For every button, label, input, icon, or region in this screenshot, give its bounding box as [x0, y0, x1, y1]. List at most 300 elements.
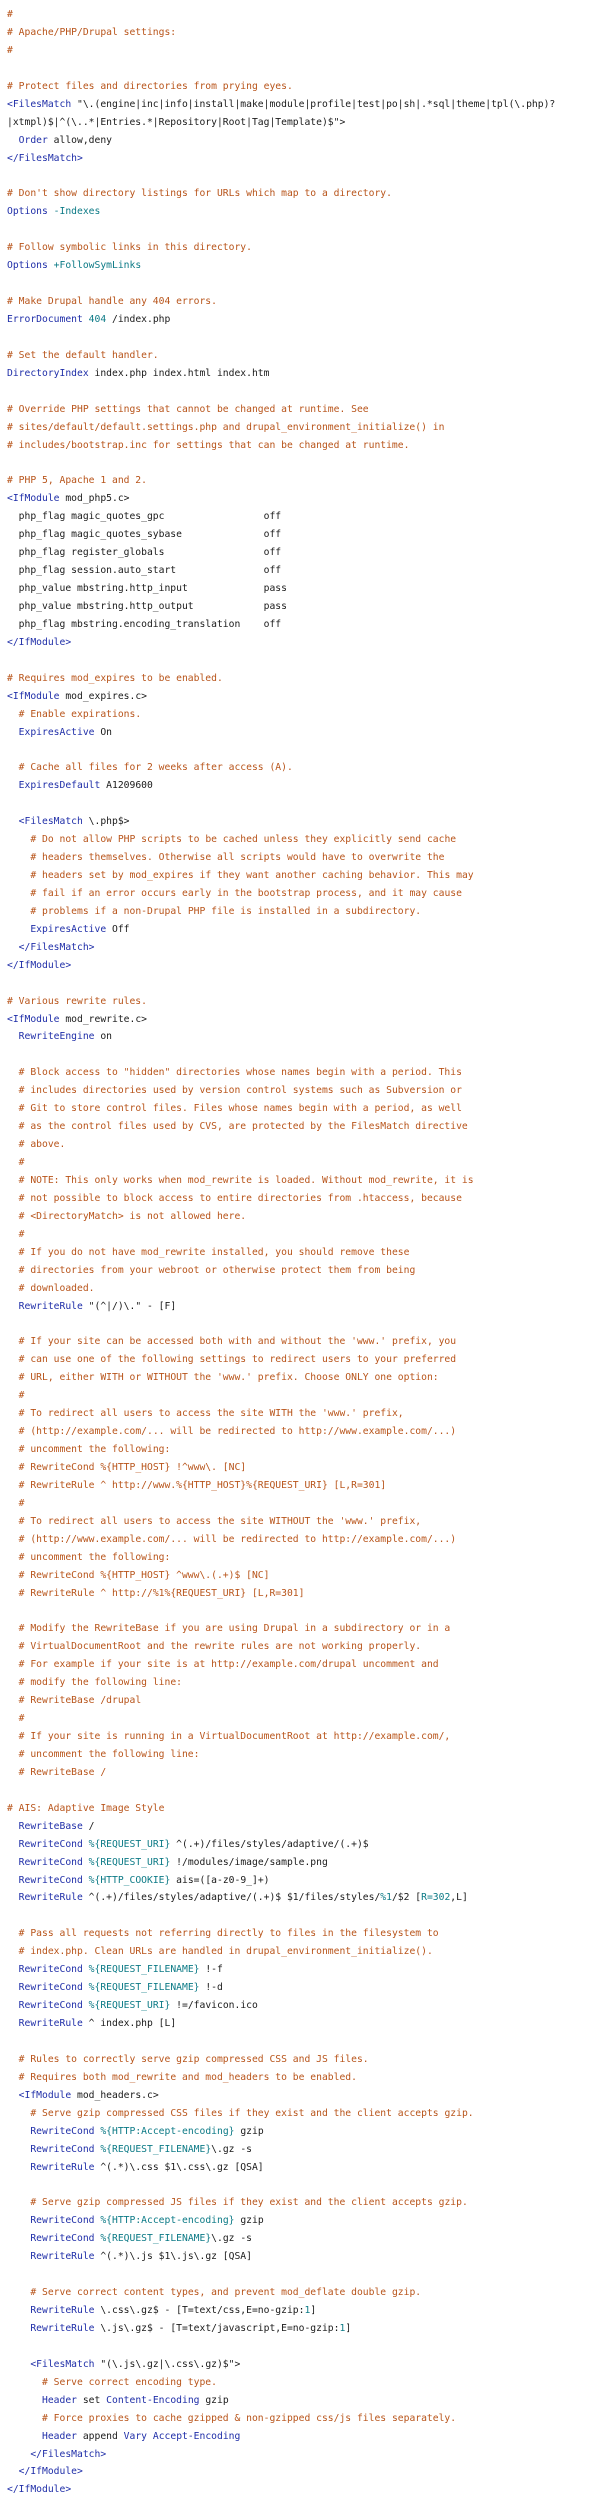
directive-token: <FilesMatch	[18, 816, 83, 828]
code-line	[7, 185, 595, 203]
comment-token: # AIS: Adaptive Image Style	[7, 1802, 165, 1814]
comment-token: # Make Drupal handle any 404 errors.	[7, 296, 217, 307]
text-token	[7, 1157, 19, 1168]
comment-token: # RewriteBase /drupal	[18, 1695, 142, 1707]
text-token	[7, 1372, 19, 1383]
code-line	[7, 1405, 595, 1423]
value-token: %{REQUEST_FILENAME}	[100, 2233, 212, 2245]
text-token	[7, 1928, 19, 1939]
code-line	[7, 329, 595, 347]
directive-token: <FilesMatch	[7, 98, 72, 110]
code-line	[7, 2463, 595, 2481]
code-line	[7, 2374, 595, 2392]
comment-token: # index.php. Clean URLs are handled in drupal_environment_initialize().	[18, 1946, 433, 1958]
code-line	[7, 2212, 595, 2230]
text-token: append	[77, 2430, 124, 2442]
comment-token: # VirtualDocumentRoot and the rewrite rules are not working properly.	[18, 1641, 422, 1653]
code-line	[7, 1602, 595, 1620]
code-line	[7, 1423, 595, 1441]
text-token	[7, 888, 30, 899]
directive-token: RewriteCond	[30, 2233, 95, 2245]
comment-token: # can use one of the following settings to redirect users to your preferred	[18, 1354, 457, 1366]
code-line	[7, 2230, 595, 2248]
code-line	[7, 221, 595, 239]
text-token	[7, 1067, 19, 1078]
code-line	[7, 1118, 595, 1136]
text-token: php_flag session.auto_start off	[7, 565, 282, 577]
code-line	[7, 1674, 595, 1692]
directive-token: RewriteEngine	[18, 1031, 95, 1043]
comment-token: # uncomment the following:	[18, 1444, 171, 1455]
text-token	[7, 2251, 30, 2262]
code-line	[7, 1495, 595, 1513]
text-token: ^ index.php [L]	[82, 2018, 177, 2029]
text-token: !-d	[199, 1982, 223, 1994]
text-token	[7, 1444, 19, 1455]
comment-token: # Force proxies to cache gzipped & non-gzipped css/js files separately.	[42, 2412, 457, 2424]
code-line	[7, 2481, 595, 2499]
code-line	[7, 2033, 595, 2051]
code-line	[7, 1531, 595, 1549]
code-line	[7, 311, 595, 329]
text-token	[7, 1103, 19, 1114]
directive-token: DirectoryIndex	[7, 367, 89, 379]
text-token	[7, 2072, 19, 2083]
directive-token: RewriteBase	[18, 1820, 83, 1832]
code-line	[7, 598, 595, 616]
text-token	[7, 1677, 19, 1688]
code-line	[7, 975, 595, 993]
directive-token: Vary	[123, 2430, 148, 2442]
code-line	[7, 1082, 595, 1100]
text-token: ais=([a-z0-9_]+)	[170, 1874, 270, 1886]
directive-token: ExpiresActive	[30, 923, 107, 935]
code-line	[7, 1818, 595, 1836]
code-line	[7, 454, 595, 472]
text-token: !=/favicon.ico	[170, 2000, 258, 2012]
directive-token: Options	[7, 260, 48, 272]
code-line	[7, 580, 595, 598]
code-line	[7, 1441, 595, 1459]
text-token	[7, 1713, 19, 1724]
comment-token: # Git to store control files. Files whose names begin with a period, as well	[18, 1103, 462, 1115]
code-line	[7, 813, 595, 831]
text-token	[7, 1301, 19, 1312]
comment-token: # Requires mod_expires to be enabled.	[7, 672, 223, 684]
text-token: Off	[106, 923, 130, 935]
code-line	[7, 2141, 595, 2159]
comment-token: # Serve correct encoding type.	[42, 2376, 217, 2388]
directive-token: Header	[42, 2430, 77, 2442]
text-token: "\.(engine|inc|info|install|make|module|profile|test|po|sh|.*sql|theme|tpl(\.php)?	[71, 98, 556, 110]
code-line	[7, 2069, 595, 2087]
text-token	[7, 2449, 30, 2460]
text-token: /index.php	[106, 313, 171, 325]
text-token	[7, 1031, 19, 1042]
text-token	[7, 1857, 19, 1868]
directive-token: </FilesMatch>	[7, 152, 83, 164]
value-token: %{REQUEST_URI}	[88, 1838, 171, 1850]
comment-token: # Override PHP settings that cannot be changed at runtime. See	[7, 403, 369, 415]
text-token: \.js\.gz$ - [T=text/javascript,E=no-gzip:	[94, 2322, 340, 2334]
code-line	[7, 2284, 595, 2302]
comment-token: # headers set by mod_expires if they want another caching behavior. This may	[30, 870, 474, 881]
code-line	[7, 1028, 595, 1046]
code-line	[7, 2338, 595, 2356]
comment-token: # Cache all files for 2 weeks after access (A).	[18, 762, 293, 774]
code-line	[7, 706, 595, 724]
value-token: %{REQUEST_FILENAME}	[88, 1964, 200, 1976]
code-line	[7, 724, 595, 742]
comment-token: # <DirectoryMatch> is not allowed here.	[18, 1210, 247, 1222]
code-line	[7, 2302, 595, 2320]
code-line	[7, 239, 595, 257]
text-token: \.php$>	[82, 816, 130, 828]
code-line	[7, 1298, 595, 1316]
comment-token: # above.	[18, 1139, 66, 1151]
comment-token: # modify the following line:	[18, 1677, 182, 1689]
comment-token: #	[18, 1157, 25, 1168]
comment-token: # RewriteRule ^ http://www.%{HTTP_HOST}%{REQUEST_URI} [L,R=301]	[18, 1479, 387, 1491]
htaccess-code-view	[7, 6, 595, 2499]
code-line	[7, 1620, 595, 1638]
value-token: %1	[380, 1892, 392, 1904]
directive-token: RewriteRule	[30, 2161, 95, 2173]
text-token: On	[94, 726, 112, 738]
text-token: ^(.*)\.js $1\.js\.gz [QSA]	[94, 2251, 252, 2263]
text-token	[7, 1552, 19, 1563]
code-line	[7, 2446, 595, 2464]
text-token	[7, 1462, 19, 1473]
code-line	[7, 1369, 595, 1387]
directive-token: RewriteCond	[30, 2125, 95, 2137]
code-line	[7, 1477, 595, 1495]
value-token: %{REQUEST_FILENAME}	[88, 1982, 200, 1994]
text-token	[7, 1121, 19, 1132]
comment-token: # If your site can be accessed both with and without the 'www.' prefix, you	[18, 1336, 457, 1348]
code-line	[7, 132, 595, 150]
code-line	[7, 544, 595, 562]
value-token: %{HTTP:Accept-encoding}	[100, 2215, 235, 2227]
text-token: ^(.+)/files/styles/adaptive/(.+)$ $1/files/styles/	[82, 1892, 381, 1904]
text-token: ]	[310, 2305, 317, 2316]
code-line	[7, 2123, 595, 2141]
code-line	[7, 1943, 595, 1961]
comment-token: # directories from your webroot or otherwise protect them from being	[18, 1264, 416, 1276]
code-line	[7, 526, 595, 544]
comment-token: #	[7, 9, 13, 20]
text-token	[7, 906, 30, 917]
code-line	[7, 849, 595, 867]
code-line	[7, 903, 595, 921]
comment-token: # uncomment the following:	[18, 1551, 171, 1563]
code-line	[7, 6, 595, 24]
code-line	[7, 2410, 595, 2428]
comment-token: # RewriteRule ^ http://%1%{REQUEST_URI} [L,R=301]	[18, 1587, 305, 1599]
text-token	[7, 1390, 19, 1401]
text-token	[7, 1964, 19, 1975]
text-token	[7, 1641, 19, 1652]
text-token: \.gz -s	[211, 2143, 252, 2155]
comment-token: # For example if your site is at http://example.com/drupal uncomment and	[18, 1659, 439, 1671]
code-line	[7, 1549, 595, 1567]
text-token	[7, 870, 30, 881]
comment-token: # Set the default handler.	[7, 349, 159, 361]
code-line	[7, 2266, 595, 2284]
code-line	[7, 795, 595, 813]
text-token: ]	[345, 2322, 352, 2334]
directive-token: RewriteCond	[18, 1964, 83, 1976]
text-token: mod_headers.c>	[71, 2089, 159, 2101]
code-line	[7, 1244, 595, 1262]
text-token: /$2 [	[391, 1892, 422, 1904]
text-token	[7, 2144, 30, 2155]
code-line	[7, 562, 595, 580]
text-token	[7, 2377, 42, 2388]
text-token	[7, 2215, 30, 2226]
code-line	[7, 652, 595, 670]
directive-token: <IfModule	[7, 690, 60, 702]
comment-token: # RewriteCond %{HTTP_HOST} !^www\. [NC]	[18, 1461, 247, 1473]
code-line	[7, 1226, 595, 1244]
comment-token: # PHP 5, Apache 1 and 2.	[7, 475, 147, 487]
code-line	[7, 867, 595, 885]
code-line	[7, 1997, 595, 2015]
comment-token: # Modify the RewriteBase if you are using Drupal in a subdirectory or in a	[18, 1623, 451, 1635]
directive-token: </FilesMatch>	[30, 2448, 107, 2460]
text-token: gzip	[199, 2394, 229, 2406]
text-token: index.php index.html index.htm	[88, 367, 270, 379]
text-token	[7, 2233, 30, 2244]
code-line	[7, 831, 595, 849]
text-token: ^(.+)/files/styles/adaptive/(.+)$	[170, 1838, 369, 1850]
text-token	[7, 924, 30, 935]
text-token: A1209600	[100, 780, 153, 792]
value-token: 1	[339, 2322, 346, 2334]
code-line	[7, 508, 595, 526]
value-token: %{HTTP:Accept-encoding}	[100, 2125, 235, 2137]
text-token	[7, 2395, 42, 2406]
directive-token: RewriteCond	[18, 1874, 83, 1886]
directive-token: </IfModule>	[7, 636, 72, 648]
text-token	[7, 2018, 19, 2029]
text-token	[7, 2054, 19, 2065]
code-line	[7, 939, 595, 957]
code-line	[7, 1100, 595, 1118]
text-token: \.css\.gz$ - [T=text/css,E=no-gzip:	[94, 2305, 305, 2316]
code-line	[7, 347, 595, 365]
text-token	[7, 2162, 30, 2173]
value-token: %{HTTP_COOKIE}	[88, 1874, 171, 1886]
code-line	[7, 78, 595, 96]
directive-token: Header	[42, 2394, 77, 2406]
text-token	[7, 2108, 30, 2119]
text-token	[7, 1247, 19, 1258]
code-line	[7, 1692, 595, 1710]
code-line	[7, 42, 595, 60]
text-token	[7, 942, 19, 953]
code-line	[7, 275, 595, 293]
text-token: php_flag mbstring.encoding_translation off	[7, 618, 282, 630]
text-token: gzip	[234, 2215, 264, 2227]
text-token	[7, 834, 30, 845]
directive-token: RewriteCond	[30, 2143, 95, 2155]
value-token: -Indexes	[53, 206, 101, 218]
code-line	[7, 203, 595, 221]
text-token	[7, 1516, 19, 1527]
comment-token: #	[7, 44, 13, 56]
directive-token: RewriteCond	[18, 1856, 83, 1868]
comment-token: # NOTE: This only works when mod_rewrite is loaded. Without mod_rewrite, it is	[18, 1174, 474, 1186]
code-line	[7, 1961, 595, 1979]
code-line	[7, 1154, 595, 1172]
code-line	[7, 437, 595, 455]
code-line	[7, 885, 595, 903]
text-token: mod_rewrite.c>	[59, 1013, 147, 1025]
code-line	[7, 2392, 595, 2410]
text-token	[7, 2287, 30, 2298]
text-token	[7, 1839, 19, 1850]
comment-token: # Block access to "hidden" directories whose names begin with a period. This	[18, 1067, 462, 1079]
text-token	[7, 1426, 19, 1437]
code-line	[7, 2356, 595, 2374]
comment-token: # not possible to block access to entire directories from .htaccess, because	[18, 1192, 462, 1204]
code-line	[7, 2015, 595, 2033]
text-token: !-f	[199, 1964, 223, 1976]
text-token: /	[82, 1820, 95, 1832]
code-line	[7, 24, 595, 42]
comment-token: # includes directories used by version control systems such as Subversion or	[18, 1085, 462, 1097]
directive-token: Content-Encoding	[106, 2394, 200, 2406]
comment-token: # To redirect all users to access the site WITHOUT the 'www.' prefix,	[18, 1515, 422, 1527]
value-token: 1	[304, 2305, 311, 2316]
comment-token: # problems if a non-Drupal PHP file is installed in a subdirectory.	[30, 905, 422, 917]
code-line	[7, 616, 595, 634]
comment-token: # Requires both mod_rewrite and mod_headers to be enabled.	[18, 2071, 357, 2083]
directive-token: Options	[7, 206, 48, 218]
code-line	[7, 1854, 595, 1872]
text-token	[7, 2359, 30, 2370]
code-line	[7, 114, 595, 132]
text-token	[7, 1265, 19, 1276]
directive-token: RewriteRule	[18, 1892, 83, 1904]
code-line	[7, 2087, 595, 2105]
code-line	[7, 1836, 595, 1854]
comment-token: # downloaded.	[18, 1282, 95, 1294]
code-line	[7, 1585, 595, 1603]
comment-token: # Serve gzip compressed JS files if they exist and the client accepts gzip.	[30, 2197, 468, 2209]
comment-token: # Do not allow PHP scripts to be cached unless they explicitly send cache	[30, 834, 457, 846]
code-line	[7, 1387, 595, 1405]
comment-token: # Serve gzip compressed CSS files if they exist and the client accepts gzip.	[30, 2107, 474, 2119]
code-line	[7, 472, 595, 490]
comment-token: # Various rewrite rules.	[7, 995, 147, 1007]
comment-token: # Serve correct content types, and prevent mod_deflate double gzip.	[30, 2287, 422, 2299]
directive-token: RewriteCond	[18, 1838, 83, 1850]
text-token: "(^|/)\." - [F]	[82, 1300, 177, 1312]
text-token	[7, 1570, 19, 1581]
text-token	[7, 1139, 19, 1150]
directive-token: ExpiresDefault	[18, 780, 101, 792]
comment-token: # Apache/PHP/Drupal settings:	[7, 26, 177, 38]
comment-token: # uncomment the following line:	[18, 1748, 200, 1760]
value-token: +FollowSymLinks	[53, 260, 142, 272]
text-token	[7, 727, 19, 738]
code-line	[7, 1638, 595, 1656]
code-line	[7, 2428, 595, 2446]
code-line	[7, 1925, 595, 1943]
code-line	[7, 419, 595, 437]
code-line	[7, 759, 595, 777]
directive-token: ErrorDocument	[7, 313, 83, 325]
text-token	[7, 1892, 19, 1903]
text-token: set	[77, 2394, 107, 2406]
code-line	[7, 993, 595, 1011]
code-line	[7, 688, 595, 706]
code-line	[7, 2105, 595, 2123]
text-token	[7, 1821, 19, 1832]
comment-token: # To redirect all users to access the site WITH the 'www.' prefix,	[18, 1408, 404, 1420]
text-token	[7, 1336, 19, 1347]
text-token	[7, 1193, 19, 1204]
comment-token: # Don't show directory listings for URLs which map to a directory.	[7, 188, 392, 200]
text-token	[7, 2090, 19, 2101]
comment-token: #	[18, 1497, 25, 1509]
code-line	[7, 1280, 595, 1298]
code-line	[7, 1889, 595, 1907]
directive-token: RewriteRule	[30, 2305, 95, 2316]
text-token	[7, 709, 19, 720]
text-token: allow,deny	[47, 134, 112, 146]
directive-token: RewriteCond	[18, 1982, 83, 1994]
text-token	[7, 135, 19, 146]
comment-token: # Pass all requests not referring directly to files in the filesystem to	[18, 1928, 439, 1940]
code-line	[7, 1728, 595, 1746]
text-token	[7, 1085, 19, 1096]
text-token: php_value mbstring.http_output pass	[7, 600, 287, 612]
directive-token: <FilesMatch	[30, 2358, 95, 2370]
text-token: gzip	[234, 2125, 264, 2137]
code-line	[7, 1710, 595, 1728]
text-token	[7, 1408, 19, 1419]
text-token: mod_expires.c>	[59, 690, 147, 702]
directive-token: RewriteRule	[30, 2251, 95, 2263]
code-line	[7, 921, 595, 939]
code-line	[7, 2176, 595, 2194]
directive-token: RewriteRule	[30, 2322, 95, 2334]
code-line	[7, 1136, 595, 1154]
directive-token: RewriteCond	[30, 2215, 95, 2227]
text-token	[7, 2413, 42, 2424]
value-token: 404	[88, 313, 107, 325]
comment-token: # as the control files used by CVS, are protected by the FilesMatch directive	[18, 1121, 468, 1133]
code-line	[7, 167, 595, 185]
directive-token: <IfModule	[7, 493, 60, 505]
text-token	[7, 762, 19, 773]
text-token	[7, 816, 19, 827]
directive-token: </IfModule>	[18, 2466, 83, 2478]
text-token	[7, 1480, 19, 1491]
text-token: \.gz -s	[211, 2233, 252, 2245]
comment-token: # RewriteBase /	[18, 1766, 107, 1778]
text-token	[7, 1767, 19, 1778]
comment-token: # sites/default/default.settings.php and drupal_environment_initialize() in	[7, 421, 445, 433]
text-token	[7, 1498, 19, 1509]
directive-token: <IfModule	[18, 2089, 72, 2101]
text-token	[7, 1749, 19, 1760]
code-line	[7, 401, 595, 419]
code-line	[7, 741, 595, 759]
